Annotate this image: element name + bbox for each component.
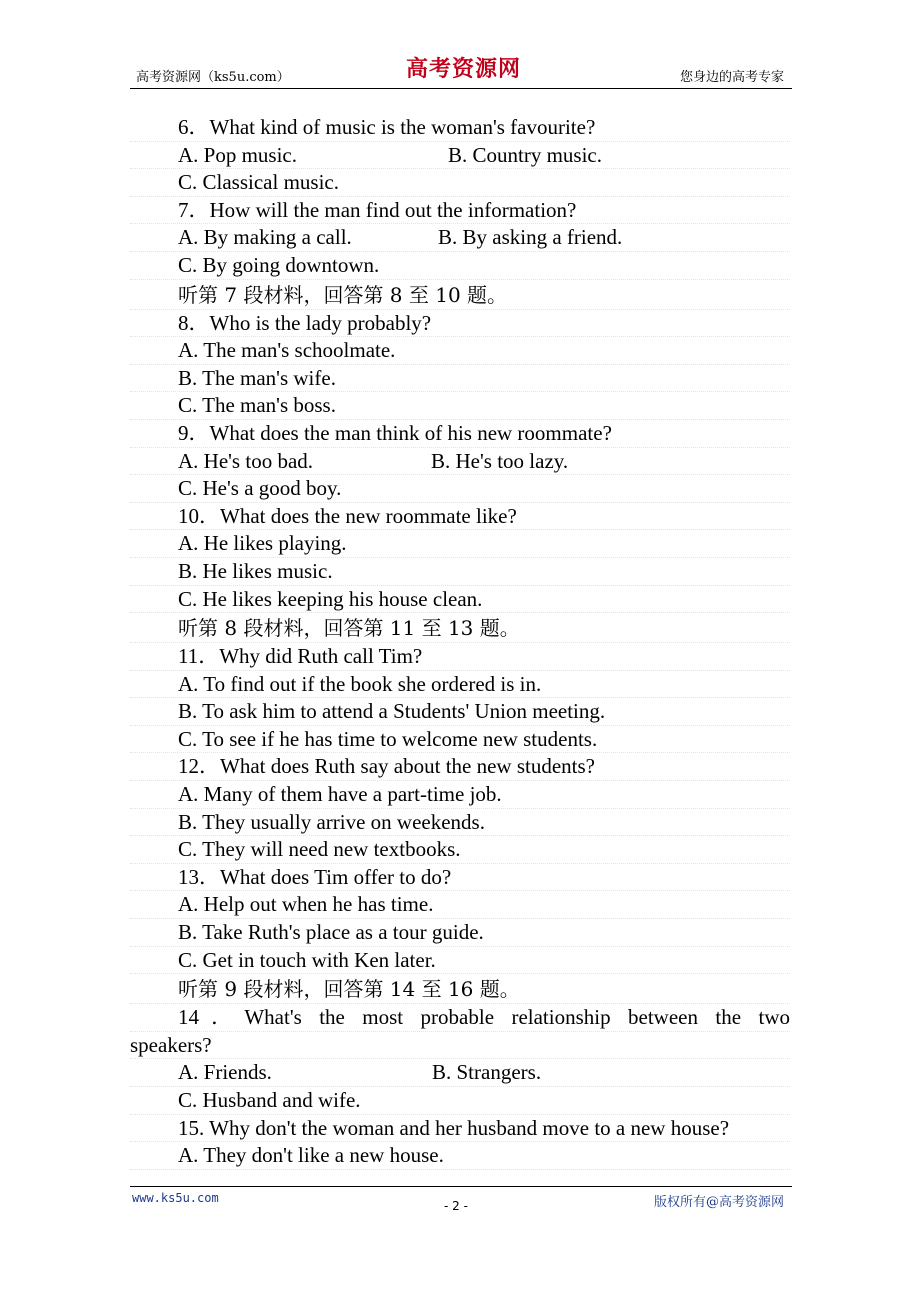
option-8a: A. The man's schoolmate. [130, 337, 790, 365]
option-9b: B. He's too lazy. [431, 448, 569, 473]
option-9a: A. He's too bad. [178, 448, 314, 473]
options-14-ab [130, 1059, 790, 1087]
options-9-ab [130, 448, 790, 476]
footer-url[interactable]: www.ks5u.com [132, 1191, 219, 1205]
option-6b: B. Country music. [448, 142, 603, 167]
question-15: 15. Why don't the woman and her husband move to a new house? [130, 1115, 790, 1143]
question-7: 7．How will the man find out the information? [130, 197, 790, 225]
section-heading-8: 听第 8 段材料，回答第 11 至 13 题。 [130, 613, 790, 643]
question-11: 11．Why did Ruth call Tim? [130, 643, 790, 671]
question-list [130, 114, 790, 1170]
header-logo: 高考资源网 [406, 56, 522, 82]
option-12c: C. They will need new textbooks. [130, 836, 790, 864]
question-13: 13．What does Tim offer to do? [130, 864, 790, 892]
options-7-ab [130, 224, 790, 252]
question-8: 8．Who is the lady probably? [130, 310, 790, 338]
option-10a: A. He likes playing. [130, 530, 790, 558]
option-11b: B. To ask him to attend a Students' Union meeting. [130, 698, 790, 726]
question-14: 14．What's the most probable relationship between the two [130, 1004, 790, 1032]
footer-copyright: 版权所有@高考资源网 [653, 1195, 784, 1210]
option-6c: C. Classical music. [130, 169, 790, 197]
page-header [130, 52, 792, 89]
page-footer [130, 1186, 792, 1217]
option-12a: A. Many of them have a part-time job. [130, 781, 790, 809]
option-13b: B. Take Ruth's place as a tour guide. [130, 919, 790, 947]
question-14-continued: speakers? [130, 1032, 790, 1060]
header-site-name: 高考资源网（ks5u.com） [136, 70, 290, 85]
option-7c: C. By going downtown. [130, 252, 790, 280]
option-15a: A. They don't like a new house. [130, 1142, 790, 1170]
page-number: - 2 - [444, 1199, 468, 1213]
option-10b: B. He likes music. [130, 558, 790, 586]
question-6: 6．What kind of music is the woman's favourite? [130, 114, 790, 142]
option-7a: A. By making a call. [178, 225, 352, 250]
option-7b: B. By asking a friend. [438, 225, 623, 250]
option-8b: B. The man's wife. [130, 365, 790, 393]
option-12b: B. They usually arrive on weekends. [130, 809, 790, 837]
option-10c: C. He likes keeping his house clean. [130, 586, 790, 614]
question-9: 9．What does the man think of his new roommate? [130, 420, 790, 448]
option-6a: A. Pop music. [178, 142, 298, 167]
question-12: 12．What does Ruth say about the new students? [130, 753, 790, 781]
option-14c: C. Husband and wife. [130, 1087, 790, 1115]
option-9c: C. He's a good boy. [130, 475, 790, 503]
option-13a: A. Help out when he has time. [130, 891, 790, 919]
option-11a: A. To find out if the book she ordered is in. [130, 671, 790, 699]
header-slogan: 您身边的高考专家 [679, 70, 784, 85]
option-14b: B. Strangers. [432, 1060, 542, 1085]
options-6-ab [130, 142, 790, 170]
option-11c: C. To see if he has time to welcome new students. [130, 726, 790, 754]
question-10: 10．What does the new roommate like? [130, 503, 790, 531]
section-heading-7: 听第 7 段材料，回答第 8 至 10 题。 [130, 280, 790, 310]
option-14a: A. Friends. [178, 1060, 272, 1085]
section-heading-9: 听第 9 段材料，回答第 14 至 16 题。 [130, 974, 790, 1004]
option-13c: C. Get in touch with Ken later. [130, 947, 790, 975]
option-8c: C. The man's boss. [130, 392, 790, 420]
